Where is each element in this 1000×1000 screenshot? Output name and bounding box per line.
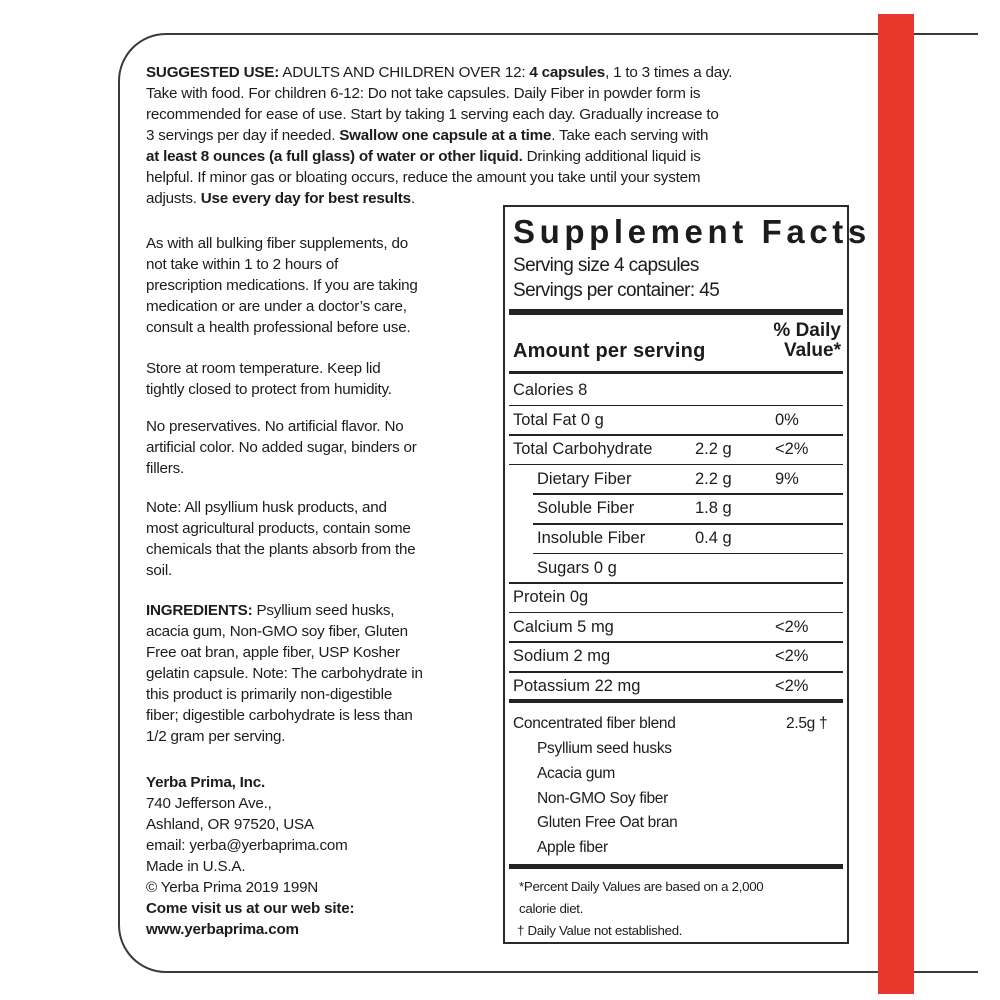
ingredients-line: Free oat bran, apple fiber, USP Kosher: [146, 644, 400, 661]
no-preservatives-line: artificial color. No added sugar, binders or: [146, 439, 417, 456]
servings-per-container: Servings per container: 45: [513, 280, 720, 301]
footnote: calorie diet.: [519, 901, 584, 916]
company-name: Yerba Prima, Inc.: [146, 774, 266, 791]
nutrient-name: Sodium 2 mg: [513, 647, 611, 666]
daily-value-header: [773, 321, 841, 361]
nutrient-daily-value: <2%: [775, 647, 809, 666]
company-info: [146, 772, 506, 940]
thick-rule: [509, 864, 843, 869]
ingredients-line: gelatin capsule. Note: The carbohydrate in: [146, 665, 423, 682]
footnote: † Daily Value not established.: [517, 923, 683, 938]
nutrient-row: [509, 525, 843, 554]
suggested-use-text: ADULTS AND CHILDREN OVER 12:: [279, 64, 530, 81]
nutrient-name: Insoluble Fiber: [537, 529, 646, 547]
swallow-emphasis: Swallow one capsule at a time: [339, 127, 552, 144]
suggested-use-text: . Take each serving with: [551, 127, 709, 144]
blend-item: Gluten Free Oat bran: [537, 814, 678, 831]
copyright: © Yerba Prima 2019 199N: [146, 879, 319, 896]
nutrient-daily-value: <2%: [775, 617, 809, 636]
blend-item: Non-GMO Soy fiber: [537, 790, 668, 807]
amount-per-serving-header: Amount per serving: [513, 340, 706, 362]
blend-item: Acacia gum: [537, 765, 615, 782]
warning-line: medication or are under a doctor’s care,: [146, 298, 407, 315]
no-preservatives-line: fillers.: [146, 460, 185, 477]
daily-emphasis: Use every day for best results: [200, 190, 411, 207]
storage-paragraph: [146, 358, 506, 400]
nutrient-name: Dietary Fiber: [537, 469, 632, 488]
nutrient-name: Total Fat 0 g: [513, 410, 604, 429]
medium-rule: [509, 699, 843, 703]
blend-item: Apple fiber: [537, 839, 608, 856]
ingredients-line: this product is primarily non-digestible: [146, 686, 393, 703]
suggested-use-line: helpful. If minor gas or bloating occurs, reduce the amount you take until your system: [146, 169, 701, 186]
red-side-strip: [878, 14, 914, 994]
company-address-line: Ashland, OR 97520, USA: [146, 816, 314, 833]
serving-size: Serving size 4 capsules: [513, 255, 699, 276]
nutrient-amount: 2.2 g: [695, 440, 732, 459]
suggested-use-paragraph: [146, 62, 866, 209]
visit-text: Come visit us at our web site:: [146, 900, 355, 917]
dose-emphasis: 4 capsules: [529, 64, 606, 81]
no-preservatives-paragraph: [146, 416, 506, 479]
suggested-use-text: , 1 to 3 times a day.: [605, 64, 733, 81]
nutrient-amount: 1.8 g: [695, 499, 732, 518]
ingredients-line: 1/2 gram per serving.: [146, 728, 286, 745]
nutrient-row: [509, 555, 843, 584]
nutrient-name: Calories 8: [513, 381, 588, 399]
warning-line: As with all bulking fiber supplements, do: [146, 235, 408, 252]
nutrient-daily-value: <2%: [775, 440, 809, 459]
suggested-use-text: adjusts.: [146, 190, 201, 207]
storage-line: Store at room temperature. Keep lid: [146, 360, 381, 377]
nutrient-name: Protein 0g: [513, 588, 589, 607]
suggested-use-line: recommended for ease of use. Start by taking 1 serving each day. Gradually increase to: [146, 106, 719, 123]
ingredients-text: Psyllium seed husks,: [252, 602, 395, 619]
blend-item: Psyllium seed husks: [537, 740, 672, 757]
suggested-use-text: .: [410, 190, 415, 207]
note-line: Note: All psyllium husk products, and: [146, 499, 387, 516]
storage-line: tightly closed to protect from humidity.: [146, 381, 392, 398]
nutrient-row: [509, 614, 843, 643]
made-in: Made in U.S.A.: [146, 858, 246, 875]
nutrient-daily-value: 9%: [775, 469, 799, 488]
thick-rule: [509, 309, 843, 315]
nutrient-row: [509, 436, 843, 465]
warning-paragraph: [146, 233, 506, 338]
website-link: www.yerbaprima.com: [146, 921, 299, 938]
warning-line: not take within 1 to 2 hours of: [146, 256, 339, 273]
nutrient-name: Potassium 22 mg: [513, 677, 641, 695]
nutrient-row: [509, 584, 843, 613]
facts-title: Supplement Facts: [513, 213, 871, 250]
ingredients-line: acacia gum, Non-GMO soy fiber, Gluten: [146, 623, 408, 640]
suggested-use-label: SUGGESTED USE:: [146, 64, 280, 81]
company-address-line: 740 Jefferson Ave.,: [146, 795, 272, 812]
nutrient-amount: 2.2 g: [695, 469, 732, 488]
ingredients-label: INGREDIENTS:: [146, 602, 253, 619]
blend-amount: 2.5g †: [786, 715, 828, 732]
nutrient-row: [509, 643, 843, 672]
footnote: *Percent Daily Values are based on a 2,000: [519, 879, 764, 894]
nutrient-row: [509, 377, 843, 406]
note-line: chemicals that the plants absorb from the: [146, 541, 416, 558]
ingredients-paragraph: [146, 600, 506, 747]
note-line: soil.: [146, 562, 173, 579]
ingredients-line: fiber; digestible carbohydrate is less than: [146, 707, 413, 724]
nutrient-name: Sugars 0 g: [537, 558, 617, 577]
water-emphasis: at least 8 ounces (a full glass) of water or other liquid.: [146, 148, 523, 165]
nutrient-row: [509, 673, 843, 702]
medium-rule: [509, 371, 843, 374]
nutrient-daily-value: 0%: [775, 410, 799, 429]
nutrient-name: Calcium 5 mg: [513, 617, 614, 636]
nutrient-amount: 0.4 g: [695, 529, 732, 547]
nutrient-row: [509, 495, 843, 524]
supplement-facts-panel: [503, 205, 871, 944]
nutrient-row: [509, 407, 843, 436]
suggested-use-text: Drinking additional liquid is: [522, 148, 701, 165]
warning-line: prescription medications. If you are taking: [146, 277, 418, 294]
note-line: most agricultural products, contain some: [146, 520, 411, 537]
nutrient-name: Soluble Fiber: [537, 499, 635, 518]
suggested-use-text: 3 servings per day if needed.: [146, 127, 340, 144]
suggested-use-line: Take with food. For children 6-12: Do not take capsules. Daily Fiber in powder form is: [146, 85, 701, 102]
blend-name: Concentrated fiber blend: [513, 715, 676, 732]
company-email: email: yerba@yerbaprima.com: [146, 837, 348, 854]
no-preservatives-line: No preservatives. No artificial flavor. No: [146, 418, 404, 435]
nutrient-name: Total Carbohydrate: [513, 440, 653, 459]
nutrient-row: [509, 466, 843, 495]
note-paragraph: [146, 497, 506, 581]
dv-header-line: Value*: [783, 340, 841, 361]
nutrient-daily-value: <2%: [775, 677, 809, 695]
warning-line: consult a health professional before use.: [146, 319, 411, 336]
dv-header-line: % Daily: [773, 320, 841, 341]
